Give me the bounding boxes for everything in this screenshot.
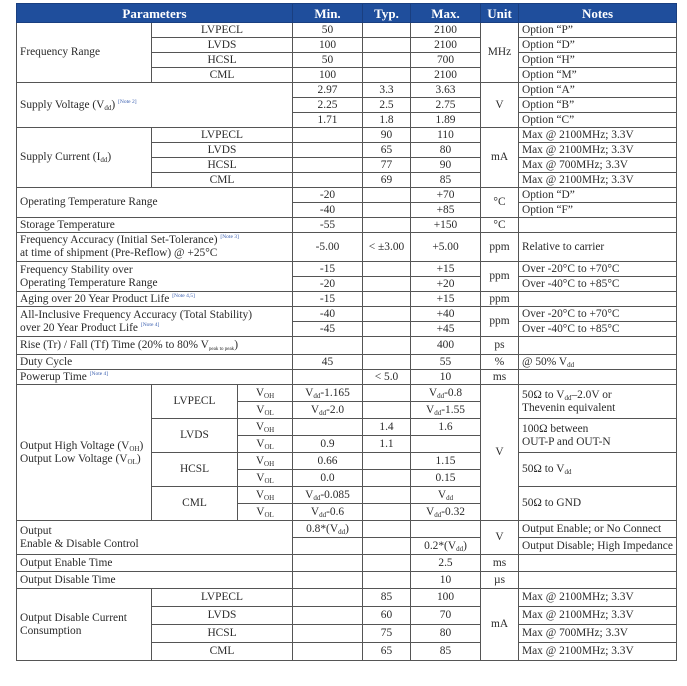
min-value: -40: [293, 307, 363, 322]
min-value: [293, 538, 363, 555]
max-value: 10: [411, 572, 481, 589]
note-value: [519, 218, 677, 233]
max-value: 2100: [411, 23, 481, 38]
typ-value: 1.4: [363, 419, 411, 436]
note-value: [519, 292, 677, 307]
symbol: $V_{OH}$: [238, 453, 293, 470]
table-header-row: [17, 4, 677, 23]
typ-value: < ±3.00: [363, 233, 411, 262]
symbol: $V_{OH}$: [238, 385, 293, 402]
min-value: [293, 370, 363, 385]
output-type: HCSL: [152, 158, 293, 173]
unit-value: V: [481, 83, 519, 128]
min-value: 0.66: [293, 453, 363, 470]
typ-value: [363, 38, 411, 53]
max-value: 85: [411, 173, 481, 188]
note-value: 50Ω to $V_{dd}-2.0V$ or Thevenin equivalent: [519, 385, 677, 419]
note-value: Option “D”: [519, 38, 677, 53]
note-value: Option “P”: [519, 23, 677, 38]
note-value: Output Enable; or No Connect: [519, 521, 677, 538]
min-value: [293, 607, 363, 625]
param-label: Frequency Stability over Operating Temperature Range: [17, 262, 293, 292]
param-label: Output Disable Current Consumption: [17, 589, 152, 661]
unit-value: ppm: [481, 292, 519, 307]
note-value: 100Ω between OUT-P and OUT-N: [519, 419, 677, 453]
note-value: Over -20°C to +70°C: [519, 262, 677, 277]
note-value: Max @ 2100MHz; 3.3V: [519, 589, 677, 607]
symbol: $V_{OL}$: [238, 436, 293, 453]
table-row: [17, 307, 677, 322]
max-value: 2.5: [411, 555, 481, 572]
min-value: $V_{dd}-2.0$: [293, 402, 363, 419]
table-row: [17, 385, 677, 402]
unit-value: MHz: [481, 23, 519, 83]
min-value: -45: [293, 322, 363, 337]
table-row: [17, 83, 677, 98]
output-type: LVDS: [152, 419, 238, 453]
min-value: -20: [293, 188, 363, 203]
typ-value: [363, 53, 411, 68]
max-value: +20: [411, 277, 481, 292]
unit-value: ppm: [481, 307, 519, 337]
typ-value: 75: [363, 625, 411, 643]
typ-value: [363, 307, 411, 322]
typ-value: [363, 504, 411, 521]
min-value: 50: [293, 53, 363, 68]
min-value: 1.71: [293, 113, 363, 128]
max-value: +5.00: [411, 233, 481, 262]
min-value: $V_{dd}-1.165$: [293, 385, 363, 402]
output-type: CML: [152, 487, 238, 521]
typ-value: 3.3: [363, 83, 411, 98]
min-value: -15: [293, 262, 363, 277]
unit-value: mA: [481, 128, 519, 188]
output-type: CML: [152, 68, 293, 83]
param-label: Supply Current $(I_{dd})$: [17, 128, 152, 188]
min-value: 2.97: [293, 83, 363, 98]
unit-value: mA: [481, 589, 519, 661]
min-value: 50: [293, 23, 363, 38]
max-value: +85: [411, 203, 481, 218]
table-row: [17, 355, 677, 370]
note-value: Option “A”: [519, 83, 677, 98]
max-value: 700: [411, 53, 481, 68]
max-value: +45: [411, 322, 481, 337]
symbol: $V_{OL}$: [238, 402, 293, 419]
min-value: [293, 589, 363, 607]
typ-value: [363, 292, 411, 307]
symbol: $V_{OL}$: [238, 470, 293, 487]
max-value: 90: [411, 158, 481, 173]
output-type: LVDS: [152, 143, 293, 158]
typ-value: 65: [363, 143, 411, 158]
note-value: Over -20°C to +70°C: [519, 307, 677, 322]
note-value: 50Ω to $V_{dd}$: [519, 453, 677, 487]
header-min: Min.: [293, 4, 363, 23]
output-type: LVPECL: [152, 589, 293, 607]
max-value: 85: [411, 643, 481, 661]
min-value: 45: [293, 355, 363, 370]
table-row: [17, 233, 677, 262]
table-row: [17, 572, 677, 589]
min-value: $V_{dd}-0.085$: [293, 487, 363, 504]
param-label: All-Inclusive Frequency Accuracy (Total Stability) over 20 Year Product Life [Note 4]: [17, 307, 293, 337]
min-value: -40: [293, 203, 363, 218]
table-row: [17, 370, 677, 385]
typ-value: [363, 402, 411, 419]
note-value: Max @ 2100MHz; 3.3V: [519, 143, 677, 158]
typ-value: [363, 385, 411, 402]
max-value: 110: [411, 128, 481, 143]
note-value: Option “D”: [519, 188, 677, 203]
output-type: HCSL: [152, 453, 238, 487]
min-value: -55: [293, 218, 363, 233]
min-value: 2.25: [293, 98, 363, 113]
note-value: Max @ 2100MHz; 3.3V: [519, 128, 677, 143]
typ-value: 77: [363, 158, 411, 173]
note-value: Output Disable; High Impedance: [519, 538, 677, 555]
note-value: [519, 572, 677, 589]
note-reference[interactable]: [Note 3]: [220, 234, 239, 241]
typ-value: [363, 487, 411, 504]
min-value: $V_{dd}-0.6$: [293, 504, 363, 521]
max-value: 1.15: [411, 453, 481, 470]
max-value: 3.63: [411, 83, 481, 98]
param-label: Supply Voltage $(V_{dd})$ [Note 2]: [17, 83, 293, 128]
note-value: Option “M”: [519, 68, 677, 83]
header-parameters: Parameters: [17, 4, 293, 23]
param-label: Rise (Tr) / Fall (Tf) Time (20% to 80% $V_{peak to peak}$): [17, 337, 293, 355]
header-notes: Notes: [519, 4, 677, 23]
max-value: 2100: [411, 68, 481, 83]
table-row: [17, 589, 677, 607]
note-value: [519, 337, 677, 355]
typ-value: [363, 453, 411, 470]
typ-value: [363, 218, 411, 233]
output-type: HCSL: [152, 625, 293, 643]
note-reference[interactable]: [Note 4]: [140, 321, 160, 328]
typ-value: 65: [363, 643, 411, 661]
max-value: $V_{dd}-1.55$: [411, 402, 481, 419]
note-value: Option “H”: [519, 53, 677, 68]
typ-value: 2.5: [363, 98, 411, 113]
output-type: LVDS: [152, 38, 293, 53]
param-label: Output Enable & Disable Control: [17, 521, 293, 555]
min-value: [293, 643, 363, 661]
min-value: -20: [293, 277, 363, 292]
typ-value: [363, 188, 411, 203]
output-type: CML: [152, 173, 293, 188]
min-value: [293, 173, 363, 188]
typ-value: [363, 277, 411, 292]
note-value: Over -40°C to +85°C: [519, 322, 677, 337]
note-value: 50Ω to GND: [519, 487, 677, 521]
typ-value: 69: [363, 173, 411, 188]
min-value: 0.0: [293, 470, 363, 487]
typ-value: [363, 23, 411, 38]
max-value: 2.75: [411, 98, 481, 113]
param-label: Output Disable Time: [17, 572, 293, 589]
note-value: Max @ 2100MHz; 3.3V: [519, 643, 677, 661]
symbol: $V_{OH}$: [238, 487, 293, 504]
note-reference[interactable]: [Note 4]: [89, 370, 109, 377]
typ-value: [363, 68, 411, 83]
typ-value: 60: [363, 607, 411, 625]
unit-value: ppm: [481, 262, 519, 292]
max-value: 0.15: [411, 470, 481, 487]
min-value: [293, 572, 363, 589]
unit-value: ms: [481, 555, 519, 572]
unit-value: °C: [481, 218, 519, 233]
table-row: [17, 521, 677, 538]
max-value: 80: [411, 625, 481, 643]
min-value: 100: [293, 68, 363, 83]
min-value: 100: [293, 38, 363, 53]
output-type: LVDS: [152, 607, 293, 625]
output-type: HCSL: [152, 53, 293, 68]
symbol: $V_{OH}$: [238, 419, 293, 436]
max-value: 70: [411, 607, 481, 625]
max-value: 2100: [411, 38, 481, 53]
typ-value: [363, 337, 411, 355]
param-label: Frequency Range: [17, 23, 152, 83]
note-value: Max @ 700MHz; 3.3V: [519, 158, 677, 173]
param-label: Storage Temperature: [17, 218, 293, 233]
max-value: +70: [411, 188, 481, 203]
max-value: 1.6: [411, 419, 481, 436]
typ-value: [363, 521, 411, 538]
max-value: +150: [411, 218, 481, 233]
unit-value: ppm: [481, 233, 519, 262]
unit-value: %: [481, 355, 519, 370]
unit-value: ps: [481, 337, 519, 355]
max-value: 100: [411, 589, 481, 607]
typ-value: 1.1: [363, 436, 411, 453]
typ-value: [363, 262, 411, 277]
typ-value: [363, 322, 411, 337]
max-value: 1.89: [411, 113, 481, 128]
param-label: Output Enable Time: [17, 555, 293, 572]
max-value: $V_{dd}$: [411, 487, 481, 504]
param-label: Output High Voltage $(V_{OH})$ Output Low Voltage $(V_{OL})$: [17, 385, 152, 521]
min-value: -15: [293, 292, 363, 307]
min-value: [293, 625, 363, 643]
max-value: $0.2*(V_{dd})$: [411, 538, 481, 555]
typ-value: [363, 572, 411, 589]
header-typ: Typ.: [363, 4, 411, 23]
min-value: [293, 419, 363, 436]
table-row: [17, 23, 677, 38]
max-value: 400: [411, 337, 481, 355]
unit-value: ms: [481, 370, 519, 385]
max-value: 80: [411, 143, 481, 158]
typ-value: 90: [363, 128, 411, 143]
max-value: $V_{dd}-0.8$: [411, 385, 481, 402]
typ-value: [363, 355, 411, 370]
param-label: Powerup Time [Note 4]: [17, 370, 293, 385]
max-value: [411, 436, 481, 453]
symbol: $V_{OL}$: [238, 504, 293, 521]
min-value: [293, 158, 363, 173]
note-value: [519, 370, 677, 385]
table-row: [17, 128, 677, 143]
note-value: [519, 555, 677, 572]
typ-value: 85: [363, 589, 411, 607]
min-value: 0.9: [293, 436, 363, 453]
note-value: Option “F”: [519, 203, 677, 218]
typ-value: [363, 555, 411, 572]
output-type: LVPECL: [152, 128, 293, 143]
note-reference[interactable]: [Note 2]: [118, 98, 137, 105]
max-value: $V_{dd}-0.32$: [411, 504, 481, 521]
note-value: Max @ 700MHz; 3.3V: [519, 625, 677, 643]
table-row: [17, 188, 677, 203]
unit-value: V: [481, 521, 519, 555]
min-value: $0.8*(V_{dd})$: [293, 521, 363, 538]
table-row: [17, 337, 677, 355]
note-value: Max @ 2100MHz; 3.3V: [519, 173, 677, 188]
typ-value: [363, 470, 411, 487]
max-value: [411, 521, 481, 538]
output-type: LVPECL: [152, 23, 293, 38]
param-label: Frequency Accuracy (Initial Set-Tolerance) [Note 3] at time of shipment (Pre-Reflow) @ +25°C: [17, 233, 293, 262]
note-reference[interactable]: [Note 4,5]: [172, 292, 195, 299]
header-max: Max.: [411, 4, 481, 23]
max-value: +15: [411, 262, 481, 277]
min-value: [293, 337, 363, 355]
table-row: [17, 262, 677, 277]
min-value: -5.00: [293, 233, 363, 262]
note-value: Max @ 2100MHz; 3.3V: [519, 607, 677, 625]
note-value: Relative to carrier: [519, 233, 677, 262]
table-row: [17, 555, 677, 572]
output-type: LVPECL: [152, 385, 238, 419]
param-label: Aging over 20 Year Product Life [Note 4,5]: [17, 292, 293, 307]
note-value: Option “C”: [519, 113, 677, 128]
note-value: @ 50% $V_{dd}$: [519, 355, 677, 370]
unit-value: °C: [481, 188, 519, 218]
header-unit: Unit: [481, 4, 519, 23]
max-value: +15: [411, 292, 481, 307]
note-value: Option “B”: [519, 98, 677, 113]
param-label: Operating Temperature Range: [17, 188, 293, 218]
typ-value: 1.8: [363, 113, 411, 128]
unit-value: V: [481, 385, 519, 521]
min-value: [293, 555, 363, 572]
unit-value: µs: [481, 572, 519, 589]
table-row: [17, 292, 677, 307]
typ-value: [363, 538, 411, 555]
specifications-table: [16, 3, 677, 661]
max-value: 10: [411, 370, 481, 385]
output-type: CML: [152, 643, 293, 661]
max-value: +40: [411, 307, 481, 322]
table-row: [17, 218, 677, 233]
note-value: Over -40°C to +85°C: [519, 277, 677, 292]
max-value: 55: [411, 355, 481, 370]
typ-value: [363, 203, 411, 218]
param-label: Duty Cycle: [17, 355, 293, 370]
min-value: [293, 128, 363, 143]
typ-value: < 5.0: [363, 370, 411, 385]
min-value: [293, 143, 363, 158]
